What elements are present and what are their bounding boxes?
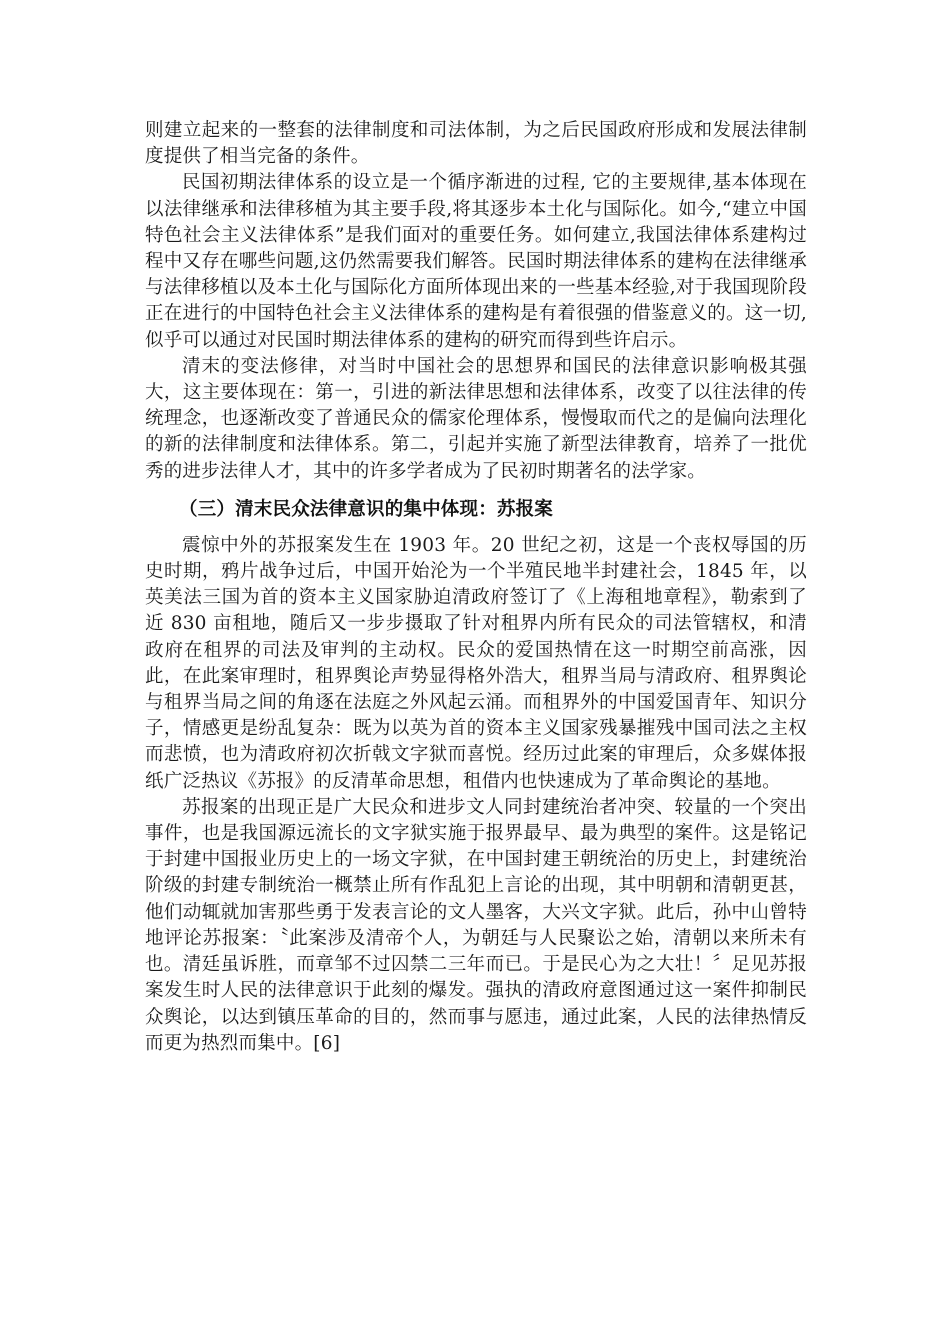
section-heading: （三）清末民众法律意识的集中体现：苏报案 bbox=[179, 498, 554, 520]
document-body bbox=[145, 118, 807, 1057]
paragraph-legal-system: 民国初期法律体系的设立是一个循序渐进的过程, 它的主要规律,基本体现在以法律继承和法律移植为其主要手段,将其逐步本土化与国际化。如今,“建立中国特色社会主义法律体系”是我们面对的重要任务。如何建立,我国法律体系建构过程中又存在哪些问题,这仍然需要我们解答。民国时期法律体系的建构在法律继承与法律移植以及本土化与国际化方面所体现出来的一些基本经验,对于我国现阶段正在进行的中国特色社会主义法律体系的建构是有着很强的借鉴意义的。这一切,似乎可以通过对民国时期法律体系的建构的研究而得到些许启示。 bbox=[145, 172, 807, 351]
paragraph-literary-inquisition: 苏报案的出现正是广大民众和进步文人同封建统治者冲突、较量的一个突出事件，也是我国源远流长的文字狱实施于报界最早、最为典型的案件。这是铭记于封建中国报业历史上的一场文字狱，在中国封建王朝统治的历史上，封建统治阶级的封建专制统治一概禁止所有作乱犯上言论的出现，其中明朝和清朝更甚，他们动辄就加害那些勇于发表言论的文人墨客，大兴文字狱。此后，孙中山曾特地评论苏报案：〝此案涉及清帝个人，为朝廷与人民聚讼之始，清朝以来所未有也。清廷虽诉胜，而章邹不过囚禁二三年而已。于是民心为之大壮！〞足见苏报案发生时人民的法律意识于此刻的爆发。强执的清政府意图通过这一案件抑制民众舆论，以达到镇压革命的目的，然而事与愿违，通过此案，人民的法律热情反而更为热烈而集中。[6] bbox=[145, 796, 807, 1054]
paragraph-subao-case: 震惊中外的苏报案发生在 1903 年。20 世纪之初，这是一个丧权辱国的历史时期，鸦片战争过后，中国开始沦为一个半殖民地半封建社会，1845 年，以英美法三国为首的资本主义国家胁迫清政府签订了《上海租地章程》，勒索到了近 830 亩租地，随后又一步步摄取了针对租界内所有民众的司法管辖权，和清政府在租界的司法及审判的主动权。民众的爱国热情在这一时期空前高涨，因此，在此案审理时，租界舆论声势显得格外浩大，租界当局与清政府、租界舆论与租界当局之间的角逐在法庭之外风起云涌。而租界外的中国爱国青年、知识分子，情感更是纷乱复杂：既为以英为首的资本主义国家残暴摧残中国司法之主权而悲愤，也为清政府初次折戟文字狱而喜悦。经历过此案的审理后，众多媒体报纸广泛热议《苏报》的反清革命思想，租借内也快速成为了革命舆论的基地。 bbox=[145, 534, 807, 792]
paragraph-qing-reform: 清末的变法修律，对当时中国社会的思想界和国民的法律意识影响极其强大，这主要体现在：第一，引进的新法律思想和法律体系，改变了以往法律的传统理念，也逐渐改变了普通民众的儒家伦理体系，慢慢取而代之的是偏向法理化的新的法律制度和法律体系。第二，引起并实施了新型法律教育，培养了一批优秀的进步法律人才，其中的许多学者成为了民初时期著名的法学家。 bbox=[145, 355, 807, 482]
paragraph-continuation: 则建立起来的一整套的法律制度和司法体制，为之后民国政府形成和发展法律制度提供了相当完备的条件。 bbox=[145, 120, 807, 168]
